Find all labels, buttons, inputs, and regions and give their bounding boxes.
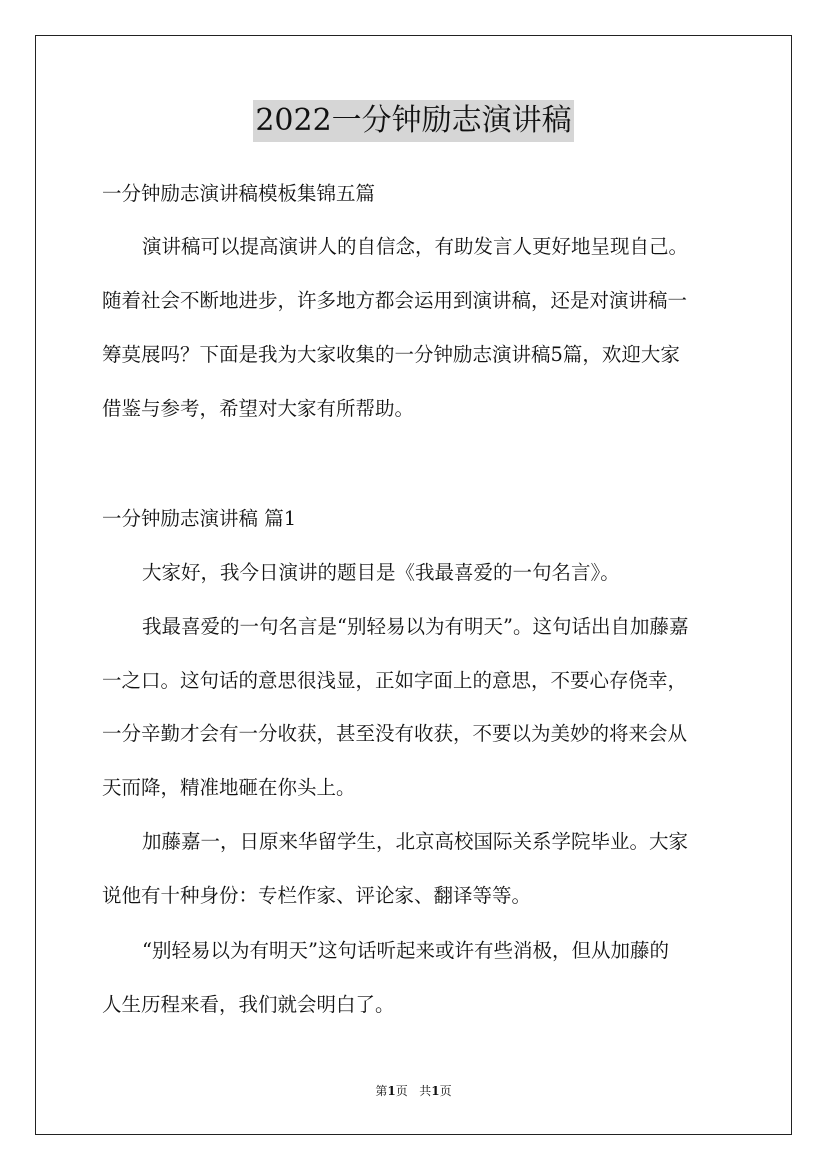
document-subtitle: 一分钟励志演讲稿模板集锦五篇 — [102, 182, 376, 205]
title-container — [0, 100, 827, 142]
footer-total-number: 1 — [431, 1084, 440, 1098]
body-line: 人生历程来看，我们就会明白了。 — [102, 993, 395, 1016]
footer-total-prefix: 共 — [419, 1084, 432, 1098]
body-line: 一之口。这句话的意思很浅显，正如字面上的意思，不要心存侥幸， — [102, 669, 688, 692]
document-title: 2022一分钟励志演讲稿 — [253, 100, 573, 142]
body-line: 加藤嘉一，日原来华留学生，北京高校国际关系学院毕业。大家 — [142, 830, 689, 853]
footer-page-number: 1 — [387, 1084, 396, 1098]
body-line: 说他有十种身份：专栏作家、评论家、翻译等等。 — [102, 884, 532, 907]
footer-page-suffix: 页 — [395, 1084, 408, 1098]
footer-total-suffix: 页 — [439, 1084, 452, 1098]
body-line: “别轻易以为有明天”这句话听起来或许有些消极，但从加藤的 — [142, 939, 669, 962]
intro-line: 随着社会不断地进步，许多地方都会运用到演讲稿，还是对演讲稿一 — [102, 289, 688, 312]
body-line: 我最喜爱的一句名言是“别轻易以为有明天”。这句话出自加藤嘉 — [142, 615, 689, 638]
body-line: 大家好，我今日演讲的题目是《我最喜爱的一句名言》。 — [142, 561, 620, 584]
intro-line: 借鉴与参考，希望对大家有所帮助。 — [102, 397, 415, 420]
body-line: 一分辛勤才会有一分收获，甚至没有收获，不要以为美妙的将来会从 — [102, 722, 688, 745]
footer-page-prefix: 第 — [375, 1084, 388, 1098]
intro-line: 筹莫展吗？下面是我为大家收集的一分钟励志演讲稿5篇，欢迎大家 — [102, 343, 680, 366]
section-heading: 一分钟励志演讲稿 篇1 — [102, 507, 297, 530]
intro-line: 演讲稿可以提高演讲人的自信念，有助发言人更好地呈现自己。 — [142, 235, 689, 258]
body-line: 天而降，精准地砸在你头上。 — [102, 776, 356, 799]
page-footer — [0, 1083, 827, 1099]
